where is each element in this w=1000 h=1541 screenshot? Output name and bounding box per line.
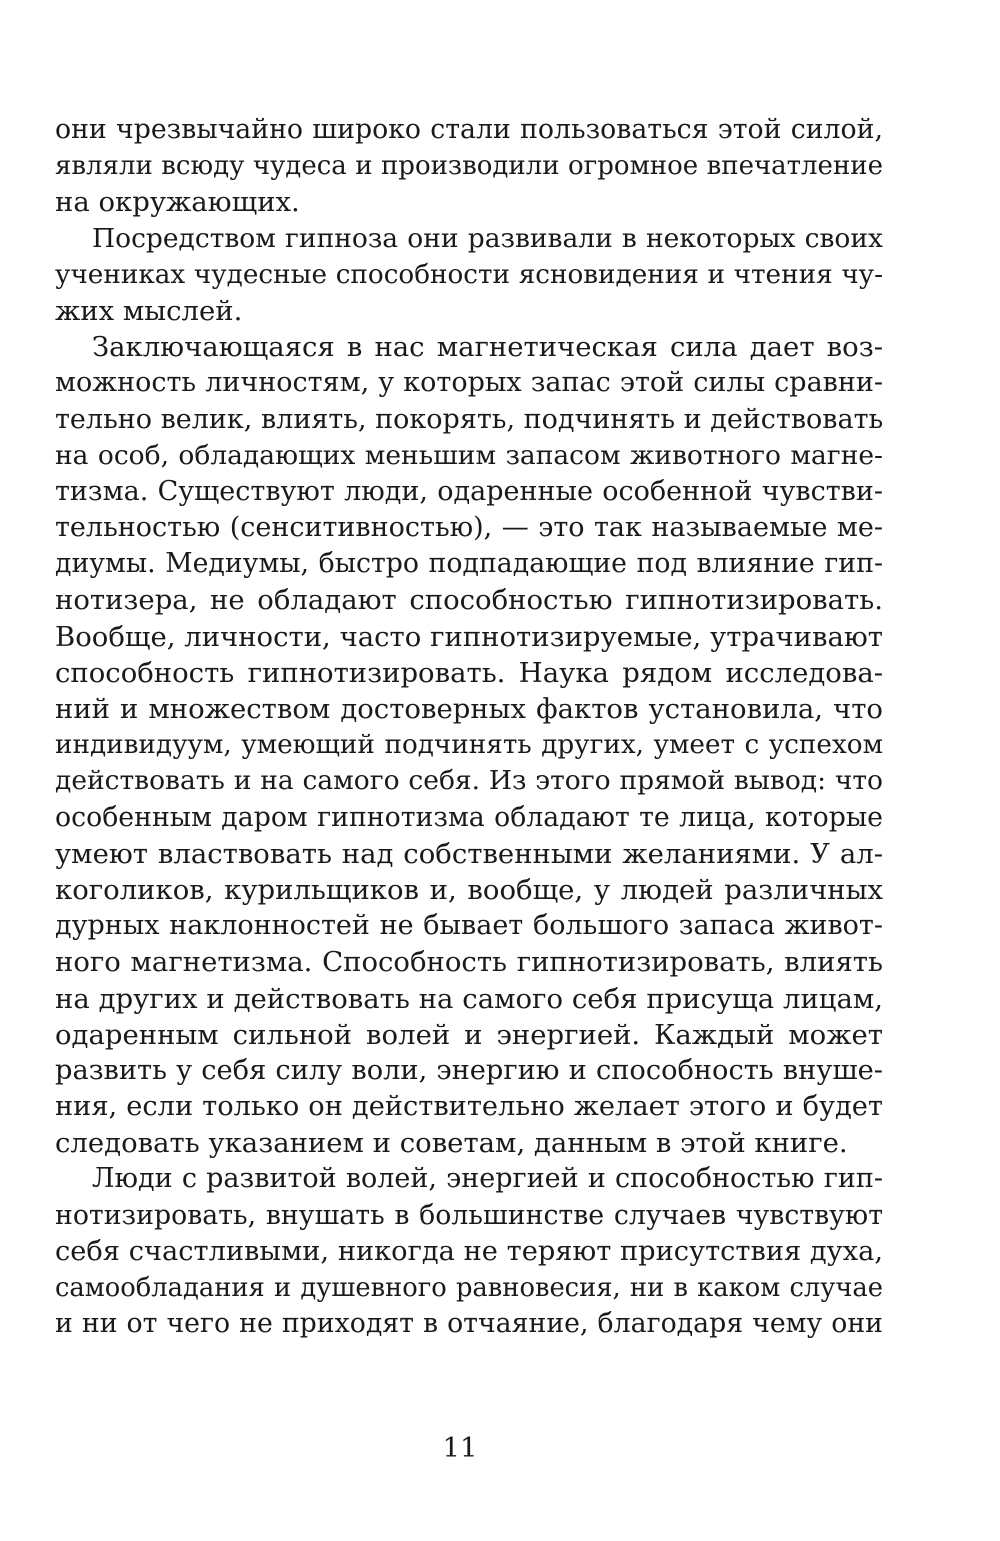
text-line: ния, если только он действительно желает этого и будет <box>55 1091 883 1123</box>
text-line: нотизировать, внушать в большинстве случаев чувствуют <box>55 1199 883 1231</box>
text-line: можность личностям, у которых запас этой силы сравни- <box>55 367 883 399</box>
text-line: учениках чудесные способности ясновидения и чтения чу- <box>55 259 883 290</box>
text-line: диумы. Медиумы, быстро подпадающие под влияние гип- <box>55 548 883 580</box>
paragraph <box>55 329 883 1161</box>
text-line: Заключающаяся в нас магнетическая сила дает воз- <box>92 331 883 364</box>
text-line: жих мыслей. <box>55 294 243 327</box>
text-line: являли всюду чудеса и производили огромное впечатление <box>55 151 883 182</box>
text-line: одаренным сильной волей и энергией. Каждый может <box>55 1018 883 1051</box>
text-line: и ни от чего не приходят в отчаяние, благодаря чему они <box>55 1308 883 1340</box>
text-line: на других и действовать на самого себя присуща лицам, <box>55 982 883 1015</box>
text-line: тизма. Существуют люди, одаренные особенной чувстви- <box>55 475 883 507</box>
text-line: особенным даром гипнотизма обладают те лица, которые <box>55 801 883 833</box>
text-line: развить у себя силу воли, энергию и способность внуше- <box>55 1054 883 1086</box>
text-line: тельностью (сенситивностью), — это так называемые ме- <box>55 512 883 544</box>
page-body-text <box>55 112 883 1342</box>
text-line: на окружающих. <box>55 186 300 219</box>
text-line: Посредством гипноза они развивали в некоторых своих <box>92 222 883 254</box>
text-line: Вообще, личности, часто гипнотизируемые, утрачивают <box>55 620 883 653</box>
text-line: способность гипнотизировать. Наука рядом исследова- <box>55 656 883 689</box>
text-line: Люди с развитой волей, энергией и способностью гип- <box>92 1163 883 1195</box>
text-line: следовать указанием и советам, данным в этой книге. <box>55 1127 848 1160</box>
text-line: дурных наклонностей не бывает большого запаса живот- <box>55 910 883 942</box>
text-line: самообладания и душевного равновесия, ни в каком случае <box>55 1273 883 1303</box>
text-line: ного магнетизма. Способность гипнотизировать, влиять <box>55 946 883 979</box>
text-line: ний и множеством достоверных фактов установила, что <box>55 693 883 725</box>
paragraph <box>55 1161 883 1342</box>
page-number: 11 <box>442 1432 478 1464</box>
text-line: умеют властвовать над собственными желаниями. У ал- <box>55 837 883 870</box>
text-line: индивидуум, умеющий подчинять других, умеет с успехом <box>55 730 883 761</box>
text-line: на особ, обладающих меньшим запасом животного магне- <box>55 439 883 471</box>
text-line: тельно велик, влиять, покорять, подчинять и действовать <box>55 403 884 435</box>
text-line: нотизера, не обладают способностью гипнотизировать. <box>55 584 883 617</box>
text-line: себя счастливыми, никогда не теряют присутствия духа, <box>55 1235 883 1267</box>
paragraph <box>55 221 883 330</box>
text-line: коголиков, курильщиков и, вообще, у людей различных <box>55 873 883 906</box>
paragraph <box>55 112 883 221</box>
text-line: действовать и на самого себя. Из этого прямой вывод: что <box>55 765 883 797</box>
text-line: они чрезвычайно широко стали пользоваться этой силой, <box>55 114 883 145</box>
